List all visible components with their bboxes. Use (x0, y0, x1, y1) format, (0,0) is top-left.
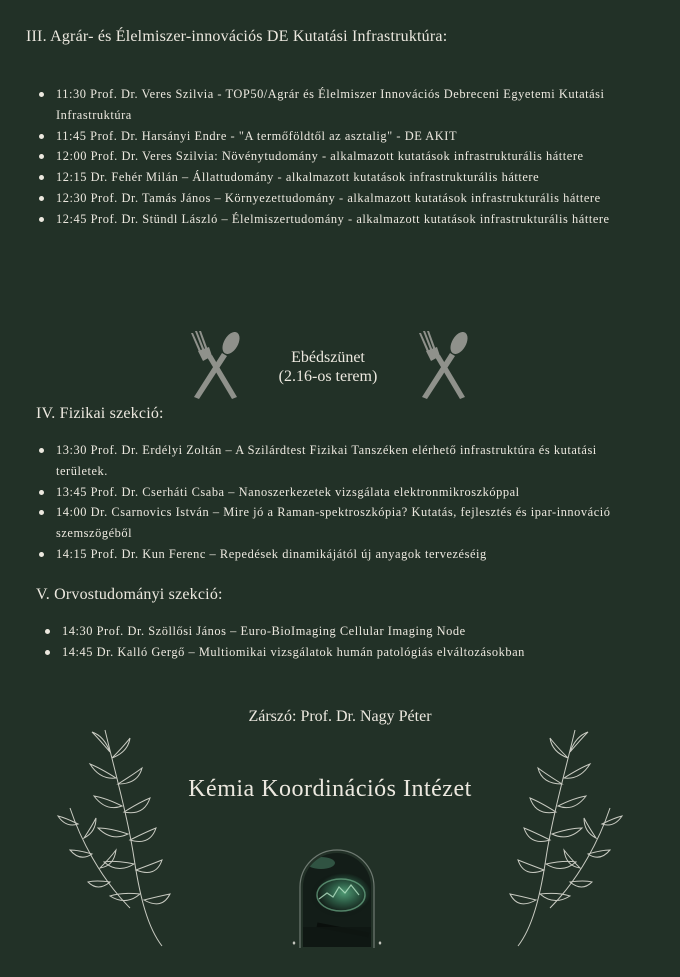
agenda-list-fizikai (38, 440, 628, 565)
agenda-item: 14:45 Dr. Kalló Gergő – Multiomikai vizsgálatok humán patológiás elváltozásokban (44, 642, 644, 663)
agenda-list-orvos (44, 621, 644, 663)
fork-and-spoon-icon (413, 331, 473, 401)
agenda-item: 13:30 Prof. Dr. Erdélyi Zoltán – A Szilárdtest Fizikai Tanszéken elérhető infrastruktúra és kutatási területek. (38, 440, 628, 482)
agenda-item: 11:30 Prof. Dr. Veres Szilvia - TOP50/Agrár és Élelmiszer Innovációs Debreceni Egyetemi Kutatási Infrastruktúra (38, 84, 628, 126)
agenda-list-agrar (38, 84, 628, 230)
agenda-item: 12:00 Prof. Dr. Veres Szilvia: Növénytudomány - alkalmazott kutatások infrastrukturális háttere (38, 146, 628, 167)
agenda-item: 12:15 Dr. Fehér Milán – Állattudomány - alkalmazott kutatások infrastrukturális háttere (38, 167, 628, 188)
agenda-item: 14:00 Dr. Csarnovics István – Mire jó a Raman-spektroszkópia? Kutatás, fejlesztés és ipar-innováció szemszögéből (38, 502, 628, 544)
section-title-agrar: III. Agrár- és Élelmiszer-innovációs DE Kutatási Infrastruktúra: (26, 28, 448, 45)
agenda-item: 12:30 Prof. Dr. Tamás János – Környezettudomány - alkalmazott kutatások infrastrukturális háttere (38, 188, 628, 209)
lunch-break-title: Ebédszünet (291, 349, 365, 366)
lunch-break-room: (2.16-os terem) (278, 368, 378, 385)
agenda-item: 12:45 Prof. Dr. Stündl László – Élelmiszertudomány - alkalmazott kutatások infrastrukturális háttere (38, 209, 628, 230)
section-title-orvos: V. Orvostudományi szekció: (36, 586, 223, 603)
agenda-item: 13:45 Prof. Dr. Cserháti Csaba – Nanoszerkezetek vizsgálata elektronmikroszkóppal (38, 482, 628, 503)
arched-lab-photo (287, 843, 387, 951)
leaf-branch-illustration (50, 728, 180, 948)
leaf-branch-illustration (500, 728, 630, 948)
agenda-item: 14:15 Prof. Dr. Kun Ferenc – Repedések dinamikájától új anyagok tervezéséig (38, 544, 628, 565)
lunch-break (248, 348, 408, 386)
fork-and-spoon-icon (185, 331, 245, 401)
section-title-fizikai: IV. Fizikai szekció: (36, 405, 164, 422)
institute-name: Kémia Koordinációs Intézet (188, 776, 472, 802)
agenda-item: 11:45 Prof. Dr. Harsányi Endre - "A termőföldtől az asztalig" - DE AKIT (38, 126, 628, 147)
agenda-item: 14:30 Prof. Dr. Szöllősi János – Euro-BioImaging Cellular Imaging Node (44, 621, 644, 642)
closing-speaker: Zárszó: Prof. Dr. Nagy Péter (248, 708, 432, 725)
